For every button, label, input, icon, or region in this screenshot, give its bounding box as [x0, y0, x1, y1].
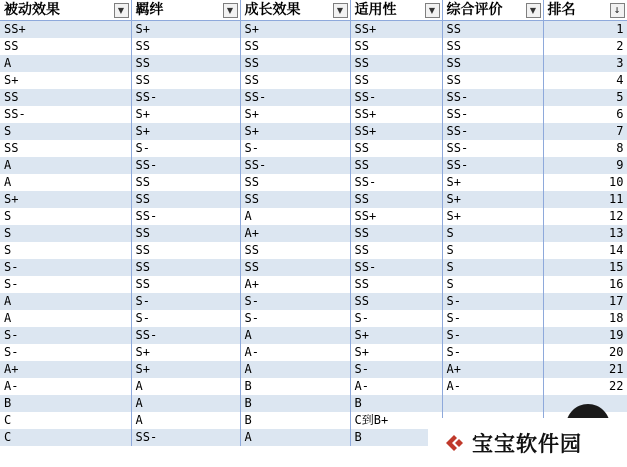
table-cell[interactable]: SS	[442, 38, 543, 55]
table-cell[interactable]: 1	[543, 21, 627, 39]
table-cell[interactable]: C	[0, 412, 131, 429]
table-cell[interactable]: S+	[131, 344, 240, 361]
table-cell[interactable]: 10	[543, 174, 627, 191]
table-cell[interactable]: S	[0, 242, 131, 259]
table-row	[0, 38, 627, 55]
table-cell[interactable]: SS	[350, 225, 442, 242]
table-row	[0, 225, 627, 242]
table-cell[interactable]: SS	[131, 242, 240, 259]
table-cell[interactable]: A	[0, 174, 131, 191]
table-cell[interactable]: SS+	[350, 123, 442, 140]
table-cell[interactable]: A-	[0, 378, 131, 395]
table-cell[interactable]: 4	[543, 72, 627, 89]
table-cell[interactable]: S+	[131, 106, 240, 123]
table-row	[0, 361, 627, 378]
watermark-text: 宝宝软件园	[472, 431, 582, 456]
table-cell[interactable]: SS	[240, 174, 350, 191]
table-cell[interactable]: SS-	[442, 123, 543, 140]
table-cell[interactable]: SS+	[350, 21, 442, 39]
table-cell[interactable]: S-	[131, 140, 240, 157]
table-cell[interactable]: 22	[543, 378, 627, 395]
table-cell[interactable]: C	[0, 429, 131, 446]
header-cell-bond	[131, 0, 240, 21]
table-cell[interactable]: 6	[543, 106, 627, 123]
table-row	[0, 310, 627, 327]
table-cell[interactable]: B	[0, 395, 131, 412]
header-cell-passive-effect	[0, 0, 131, 21]
table-cell[interactable]: 12	[543, 208, 627, 225]
table-cell[interactable]: S+	[350, 344, 442, 361]
table-cell[interactable]: SS-	[131, 157, 240, 174]
table-cell[interactable]: A	[0, 55, 131, 72]
table-cell[interactable]: B	[240, 412, 350, 429]
table-row	[0, 157, 627, 174]
table-cell[interactable]: S+	[0, 191, 131, 208]
filter-dropdown-icon[interactable]: ▼	[425, 3, 440, 18]
table-cell[interactable]: SS	[131, 259, 240, 276]
table-cell[interactable]: S-	[131, 293, 240, 310]
header-label: 适用性	[354, 2, 397, 18]
table-row	[0, 106, 627, 123]
table-cell[interactable]: SS+	[350, 208, 442, 225]
table-cell[interactable]: S	[442, 242, 543, 259]
table-cell[interactable]: S+	[0, 72, 131, 89]
table-row	[0, 123, 627, 140]
table-cell[interactable]: SS-	[442, 106, 543, 123]
table-row	[0, 72, 627, 89]
table-cell[interactable]: SS	[131, 225, 240, 242]
sort-filter-icon[interactable]: ↓	[610, 3, 625, 18]
header-label: 成长效果	[244, 2, 301, 18]
table-cell[interactable]: SS-	[442, 140, 543, 157]
header-cell-overall-rating	[442, 0, 543, 21]
table-cell[interactable]: SS-	[350, 259, 442, 276]
table-row	[0, 344, 627, 361]
table-cell[interactable]: SS	[350, 242, 442, 259]
table-cell[interactable]: S+	[442, 208, 543, 225]
table-cell[interactable]: 15	[543, 259, 627, 276]
table-cell[interactable]: B	[240, 395, 350, 412]
table-row	[0, 55, 627, 72]
table-cell[interactable]: S	[0, 123, 131, 140]
table-row	[0, 293, 627, 310]
table-cell[interactable]: S-	[0, 344, 131, 361]
table-cell[interactable]: S-	[0, 259, 131, 276]
table-cell[interactable]: SS+	[350, 106, 442, 123]
table-cell[interactable]: S-	[350, 310, 442, 327]
table-cell[interactable]: SS	[350, 140, 442, 157]
table-cell[interactable]: SS	[240, 259, 350, 276]
table-cell[interactable]: SS	[350, 157, 442, 174]
table-cell[interactable]: SS-	[131, 327, 240, 344]
table-cell[interactable]: SS-	[131, 89, 240, 106]
table-cell[interactable]: SS	[350, 276, 442, 293]
table-cell[interactable]: A	[240, 208, 350, 225]
table-cell[interactable]: A	[240, 327, 350, 344]
table-cell[interactable]: S-	[240, 140, 350, 157]
table-cell[interactable]: S	[442, 225, 543, 242]
table-cell[interactable]: A	[0, 310, 131, 327]
table-cell[interactable]: B	[350, 395, 442, 412]
table-cell[interactable]: SS	[350, 191, 442, 208]
table-row	[0, 89, 627, 106]
table-cell[interactable]: S-	[240, 293, 350, 310]
table-cell[interactable]: SS	[0, 89, 131, 106]
watermark-logo-icon	[442, 431, 466, 455]
table-cell[interactable]: 13	[543, 225, 627, 242]
table-cell[interactable]: A+	[442, 361, 543, 378]
table-cell[interactable]: C到B+	[350, 412, 442, 429]
table-row	[0, 276, 627, 293]
table-cell[interactable]: SS	[442, 72, 543, 89]
table-row	[0, 395, 627, 412]
table-cell[interactable]: S-	[0, 327, 131, 344]
table-cell[interactable]: 8	[543, 140, 627, 157]
table-cell[interactable]: SS	[240, 72, 350, 89]
table-cell[interactable]: S	[0, 225, 131, 242]
filter-dropdown-icon[interactable]: ▼	[333, 3, 348, 18]
table-cell[interactable]: B	[350, 429, 442, 446]
table-cell[interactable]: SS	[131, 174, 240, 191]
table-cell[interactable]: SS+	[0, 21, 131, 39]
table-cell[interactable]: B	[240, 378, 350, 395]
table-cell[interactable]: SS	[350, 293, 442, 310]
header-label: 羁绊	[135, 2, 164, 18]
table-cell[interactable]: A-	[350, 378, 442, 395]
table-row	[0, 140, 627, 157]
table-cell[interactable]: SS	[131, 72, 240, 89]
table-cell[interactable]: A	[240, 429, 350, 446]
table-cell[interactable]: SS	[131, 276, 240, 293]
table-cell[interactable]: S-	[131, 310, 240, 327]
table-cell[interactable]: 2	[543, 38, 627, 55]
table-cell[interactable]: S-	[0, 276, 131, 293]
table-cell[interactable]: S-	[240, 310, 350, 327]
table-cell[interactable]: S-	[442, 293, 543, 310]
table-cell[interactable]: SS-	[240, 157, 350, 174]
table-cell[interactable]: A	[131, 395, 240, 412]
header-label: 综合评价	[446, 2, 503, 18]
table-cell[interactable]: A	[240, 361, 350, 378]
table-cell[interactable]: A+	[240, 276, 350, 293]
table-cell[interactable]: SS	[0, 140, 131, 157]
table-cell[interactable]: A-	[442, 378, 543, 395]
table-cell[interactable]: 5	[543, 89, 627, 106]
watermark	[428, 418, 627, 467]
table-cell[interactable]: SS-	[442, 157, 543, 174]
table-cell[interactable]: S+	[131, 123, 240, 140]
table-cell[interactable]: S+	[442, 191, 543, 208]
table-cell[interactable]: S+	[442, 174, 543, 191]
table-cell[interactable]: A	[0, 293, 131, 310]
table-cell[interactable]: S+	[240, 123, 350, 140]
table-cell[interactable]: 3	[543, 55, 627, 72]
table-cell[interactable]: 14	[543, 242, 627, 259]
table-row	[0, 378, 627, 395]
table-cell[interactable]: SS-	[131, 429, 240, 446]
table-cell[interactable]: SS	[240, 55, 350, 72]
table-cell[interactable]: 9	[543, 157, 627, 174]
table-row	[0, 174, 627, 191]
table-cell[interactable]: SS-	[0, 106, 131, 123]
table-cell[interactable]: 20	[543, 344, 627, 361]
table-cell[interactable]: SS	[350, 38, 442, 55]
table-cell[interactable]: A	[131, 378, 240, 395]
table-cell[interactable]: SS	[350, 55, 442, 72]
table-cell[interactable]: A+	[240, 225, 350, 242]
table-cell[interactable]: SS	[240, 242, 350, 259]
table-row	[0, 191, 627, 208]
table-cell[interactable]: 19	[543, 327, 627, 344]
table-cell[interactable]: SS	[0, 38, 131, 55]
header-label: 被动效果	[4, 2, 60, 18]
table-cell[interactable]: A	[131, 412, 240, 429]
table-row	[0, 208, 627, 225]
table-cell[interactable]: S	[442, 259, 543, 276]
table-cell[interactable]: SS-	[240, 89, 350, 106]
table-cell[interactable]: SS-	[350, 89, 442, 106]
header-cell-applicability	[350, 0, 442, 21]
table-cell[interactable]: S	[442, 276, 543, 293]
filter-dropdown-icon[interactable]: ▼	[114, 3, 129, 18]
table-cell[interactable]: S+	[131, 21, 240, 39]
header-cell-rank	[543, 0, 627, 21]
filter-dropdown-icon[interactable]: ▼	[223, 3, 238, 18]
table-cell[interactable]: 21	[543, 361, 627, 378]
table-cell[interactable]: SS	[131, 38, 240, 55]
table-cell[interactable]: S-	[442, 344, 543, 361]
table-cell[interactable]: A+	[0, 361, 131, 378]
table-row	[0, 21, 627, 39]
table-cell[interactable]: SS	[442, 21, 543, 39]
table-cell[interactable]: S-	[442, 327, 543, 344]
table-body	[0, 21, 627, 447]
table-cell[interactable]: S	[0, 208, 131, 225]
table-cell[interactable]: S+	[350, 327, 442, 344]
table-cell[interactable]: SS-	[131, 208, 240, 225]
table-row	[0, 242, 627, 259]
table-cell[interactable]: SS-	[442, 89, 543, 106]
header-label: 排名	[547, 2, 576, 18]
table-cell[interactable]: SS	[350, 72, 442, 89]
table-cell[interactable]: SS-	[350, 174, 442, 191]
table-cell[interactable]: SS	[131, 55, 240, 72]
table-cell[interactable]: 18	[543, 310, 627, 327]
header-row	[0, 0, 627, 21]
table-cell[interactable]: 17	[543, 293, 627, 310]
filter-dropdown-icon[interactable]: ▼	[526, 3, 541, 18]
table-cell[interactable]: A	[0, 157, 131, 174]
table-cell[interactable]: SS	[240, 191, 350, 208]
table-cell[interactable]: SS	[442, 55, 543, 72]
table-cell[interactable]: S+	[240, 21, 350, 39]
table-cell[interactable]: S-	[350, 361, 442, 378]
table-cell[interactable]: SS	[240, 38, 350, 55]
table-cell[interactable]	[442, 395, 543, 412]
table-row	[0, 327, 627, 344]
table-cell[interactable]: S+	[131, 361, 240, 378]
table-cell[interactable]: A-	[240, 344, 350, 361]
table-cell[interactable]: 16	[543, 276, 627, 293]
table-cell[interactable]: SS	[131, 191, 240, 208]
table-cell[interactable]: 11	[543, 191, 627, 208]
table-cell[interactable]: 7	[543, 123, 627, 140]
table-row	[0, 259, 627, 276]
header-cell-growth-effect	[240, 0, 350, 21]
table-cell[interactable]: S-	[442, 310, 543, 327]
table-cell[interactable]: S+	[240, 106, 350, 123]
